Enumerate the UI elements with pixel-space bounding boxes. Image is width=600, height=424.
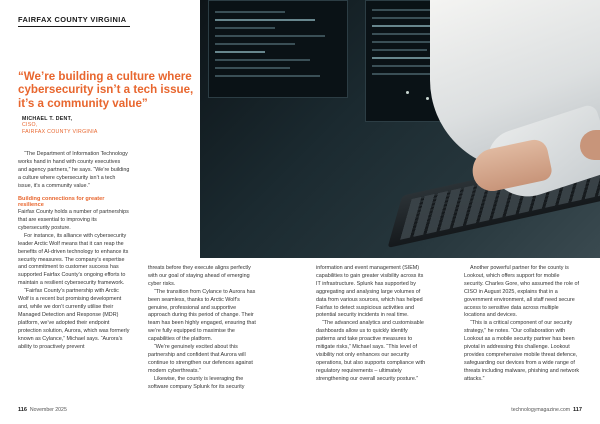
section-rule [18,26,130,27]
paragraph: For instance, its alliance with cybersecurity leader Arctic Wolf means that it can reap the benefits of AI-driven technology to enhance its security measures. The company’s expertise and commitment to customer success has supported Fairfax County’s ongoing efforts to maintain a resilient cybersecurity framework. [18,232,129,287]
column-3 [316,265,428,384]
right-folio [511,407,582,413]
paragraph: “The Department of Information Technology works hand in hand with county executives and agency partners,” he says. “We’re building a culture where cybersecurity isn’t a tech issue, it’s a community value.” [18,151,130,189]
paragraph: “This is a critical component of our security strategy,” he notes. “Our collaboration with Lookout as a mobile security partner has been pivotal in addressing this challenge. Lookout provides comprehensive mobile threat defence, safeguarding our devices from a wide range of threats including malware, phishing and network attacks.” [464,320,580,382]
subheading: Building connections for greater resilience [18,195,105,209]
column-2 [148,265,258,392]
column-4 [464,265,580,384]
mouse-hand [580,130,600,160]
column-1 [18,151,130,351]
byline-organisation: FAIRFAX COUNTY VIRGINIA [22,128,98,135]
paragraph: information and event management (SIEM) capabilities to gain greater visibility across its IT infrastructure. Splunk has supported by aggregating and analysing large volumes of data from various sources, which has helped Fairfax to detect suspicious activities and potential security incidents in real time. [316,265,424,319]
paragraph: threats before they execute aligns perfectly with our goal of staying ahead of emerging cyber risks. [148,265,251,287]
hero-photo [200,0,600,258]
byline [22,116,98,135]
paragraph: Likewise, the county is leveraging the software company Splunk for its security [148,375,245,390]
paragraph: “The advanced analytics and customisable dashboards allow us to quickly identify patterns and take proactive measures to mitigate risks,” Michael says. “This level of visibility not only enhances our security operations, but also supports compliance with regulatory requirements – ultimately strengthening our overall security posture.” [316,320,426,382]
paragraph: Another powerful partner for the county is Lookout, which offers support for mobile security. Charles Gore, who assumed the role of CISO in August 2025, explains that in a government environment, all staff need secure access to sensitive data across multiple locations and devices. [464,265,579,319]
monitor-left [208,0,348,98]
right-page-number: 117 [572,407,582,413]
issue-date: November 2025 [29,407,67,413]
paragraph: “We’re genuinely excited about this partnership and confident that Aurora will continue to strengthen our defences against modern cyberthreats.” [148,344,253,374]
left-page-number: 116 [18,407,28,413]
paragraph: “Fairfax County’s partnership with Arctic Wolf is a recent but promising development and, while we don’t currently utilise their Managed Detection and Response (MDR) platform, we’ve adopted their endpoint protection solution, Aurora, which was formerly known as Cylance,” Michael says. “Aurora’s ability to proactively prevent [18,288,130,350]
paragraph: “The transition from Cylance to Aurora has been seamless, thanks to Arctic Wolf’s genuine, professional and supportive approach during this period of change. Their team has been highly engaged, ensuring that we’re fully equipped to maximise the capabilities of the platform. [148,288,256,343]
section-title: FAIRFAX COUNTY VIRGINIA [18,15,127,24]
site-url: technologymagazine.com [511,407,571,413]
pull-quote: “We’re building a culture where cybersecurity isn’t a tech issue, it’s a community value” [18,70,194,110]
left-folio [18,407,67,413]
paragraph: Fairfax County holds a number of partnerships that are essential to improving its cybersecurity posture. [18,209,129,231]
byline-name: MICHAEL T. DENT, [22,116,73,122]
byline-role: CISO, [22,122,38,129]
